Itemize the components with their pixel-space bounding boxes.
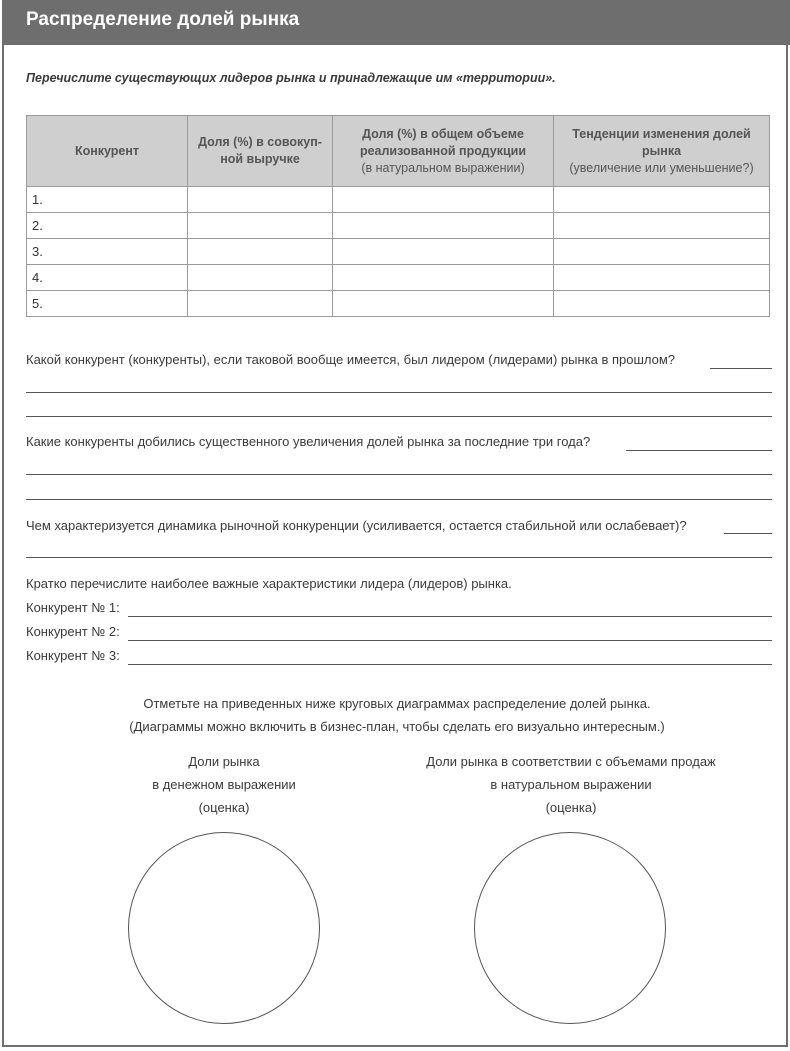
- worksheet-page: [2, 0, 788, 1047]
- volume-share-cell[interactable]: [333, 239, 554, 265]
- money-share-pie-circle[interactable]: [128, 832, 320, 1024]
- intro-text: Перечислите существующих лидеров рынка и принадлежащие им «территории».: [26, 71, 556, 85]
- answer-line[interactable]: [26, 557, 772, 558]
- answer-line[interactable]: [626, 450, 772, 451]
- charts-instruction: Отметьте на приведенных ниже круговых диаграммах распределение долей рынка. (Диаграммы можно включить в бизнес-план, чтобы сделать его визуально интересным.): [129, 696, 665, 734]
- right-chart-label: Доли рынка в соответствии с объемами продаж в натуральном выражении (оценка): [426, 754, 716, 815]
- row-number: 2.: [27, 213, 188, 239]
- volume-share-cell[interactable]: [333, 291, 554, 317]
- answer-line[interactable]: [128, 616, 772, 617]
- trend-cell[interactable]: [554, 213, 770, 239]
- row-number: 3.: [27, 239, 188, 265]
- answer-line[interactable]: [26, 392, 772, 393]
- question-leader-characteristics: Кратко перечислите наиболее важные характеристики лидера (лидеров) рынка.: [26, 576, 772, 591]
- competitor-3-label: Конкурент № 3:: [26, 648, 772, 663]
- answer-line[interactable]: [26, 499, 772, 500]
- market-leaders-table: [26, 115, 770, 317]
- answer-line[interactable]: [724, 533, 772, 534]
- table-header-row: [27, 116, 770, 187]
- answer-line[interactable]: [26, 474, 772, 475]
- competitor-1-label: Конкурент № 1:: [26, 600, 772, 615]
- row-number: 4.: [27, 265, 188, 291]
- question-past-leaders: Какой конкурент (конкуренты), если таковой вообще имеется, был лидером (лидерами) рынка в прошлом?: [26, 352, 772, 367]
- trend-cell[interactable]: [554, 187, 770, 213]
- table-row: [27, 187, 770, 213]
- question-competition-dynamics: Чем характеризуется динамика рыночной конкуренции (усиливается, остается стабильной или ослабевает)?: [26, 518, 772, 533]
- header-volume-share: Доля (%) в общем объеме реализованной продукции (в натуральном выражении): [333, 116, 554, 187]
- header-revenue-share: Доля (%) в совокуп-ной выручке: [188, 116, 333, 187]
- volume-share-cell[interactable]: [333, 187, 554, 213]
- title-bar: [4, 0, 790, 45]
- answer-line[interactable]: [710, 368, 772, 369]
- trend-cell[interactable]: [554, 239, 770, 265]
- table-row: [27, 239, 770, 265]
- volume-share-cell[interactable]: [333, 213, 554, 239]
- revenue-share-cell[interactable]: [188, 291, 333, 317]
- revenue-share-cell[interactable]: [188, 239, 333, 265]
- trend-cell[interactable]: [554, 265, 770, 291]
- answer-line[interactable]: [26, 416, 772, 417]
- table-row: [27, 265, 770, 291]
- competitor-2-label: Конкурент № 2:: [26, 624, 772, 639]
- answer-line[interactable]: [128, 640, 772, 641]
- table-row: [27, 213, 770, 239]
- volume-share-cell[interactable]: [333, 265, 554, 291]
- revenue-share-cell[interactable]: [188, 213, 333, 239]
- revenue-share-cell[interactable]: [188, 265, 333, 291]
- question-share-growth: Какие конкуренты добились существенного увеличения долей рынка за последние три года?: [26, 434, 772, 449]
- page-title: Распределение долей рынка: [26, 9, 300, 30]
- row-number: 1.: [27, 187, 188, 213]
- header-share-trends: Тенденции изменения долей рынка (увеличение или уменьшение?): [554, 116, 770, 187]
- header-competitor: Конкурент: [27, 116, 188, 187]
- volume-share-pie-circle[interactable]: [474, 832, 666, 1024]
- trend-cell[interactable]: [554, 291, 770, 317]
- table-row: [27, 291, 770, 317]
- revenue-share-cell[interactable]: [188, 187, 333, 213]
- row-number: 5.: [27, 291, 188, 317]
- left-chart-label: Доли рынка в денежном выражении (оценка): [152, 754, 296, 815]
- answer-line[interactable]: [128, 664, 772, 665]
